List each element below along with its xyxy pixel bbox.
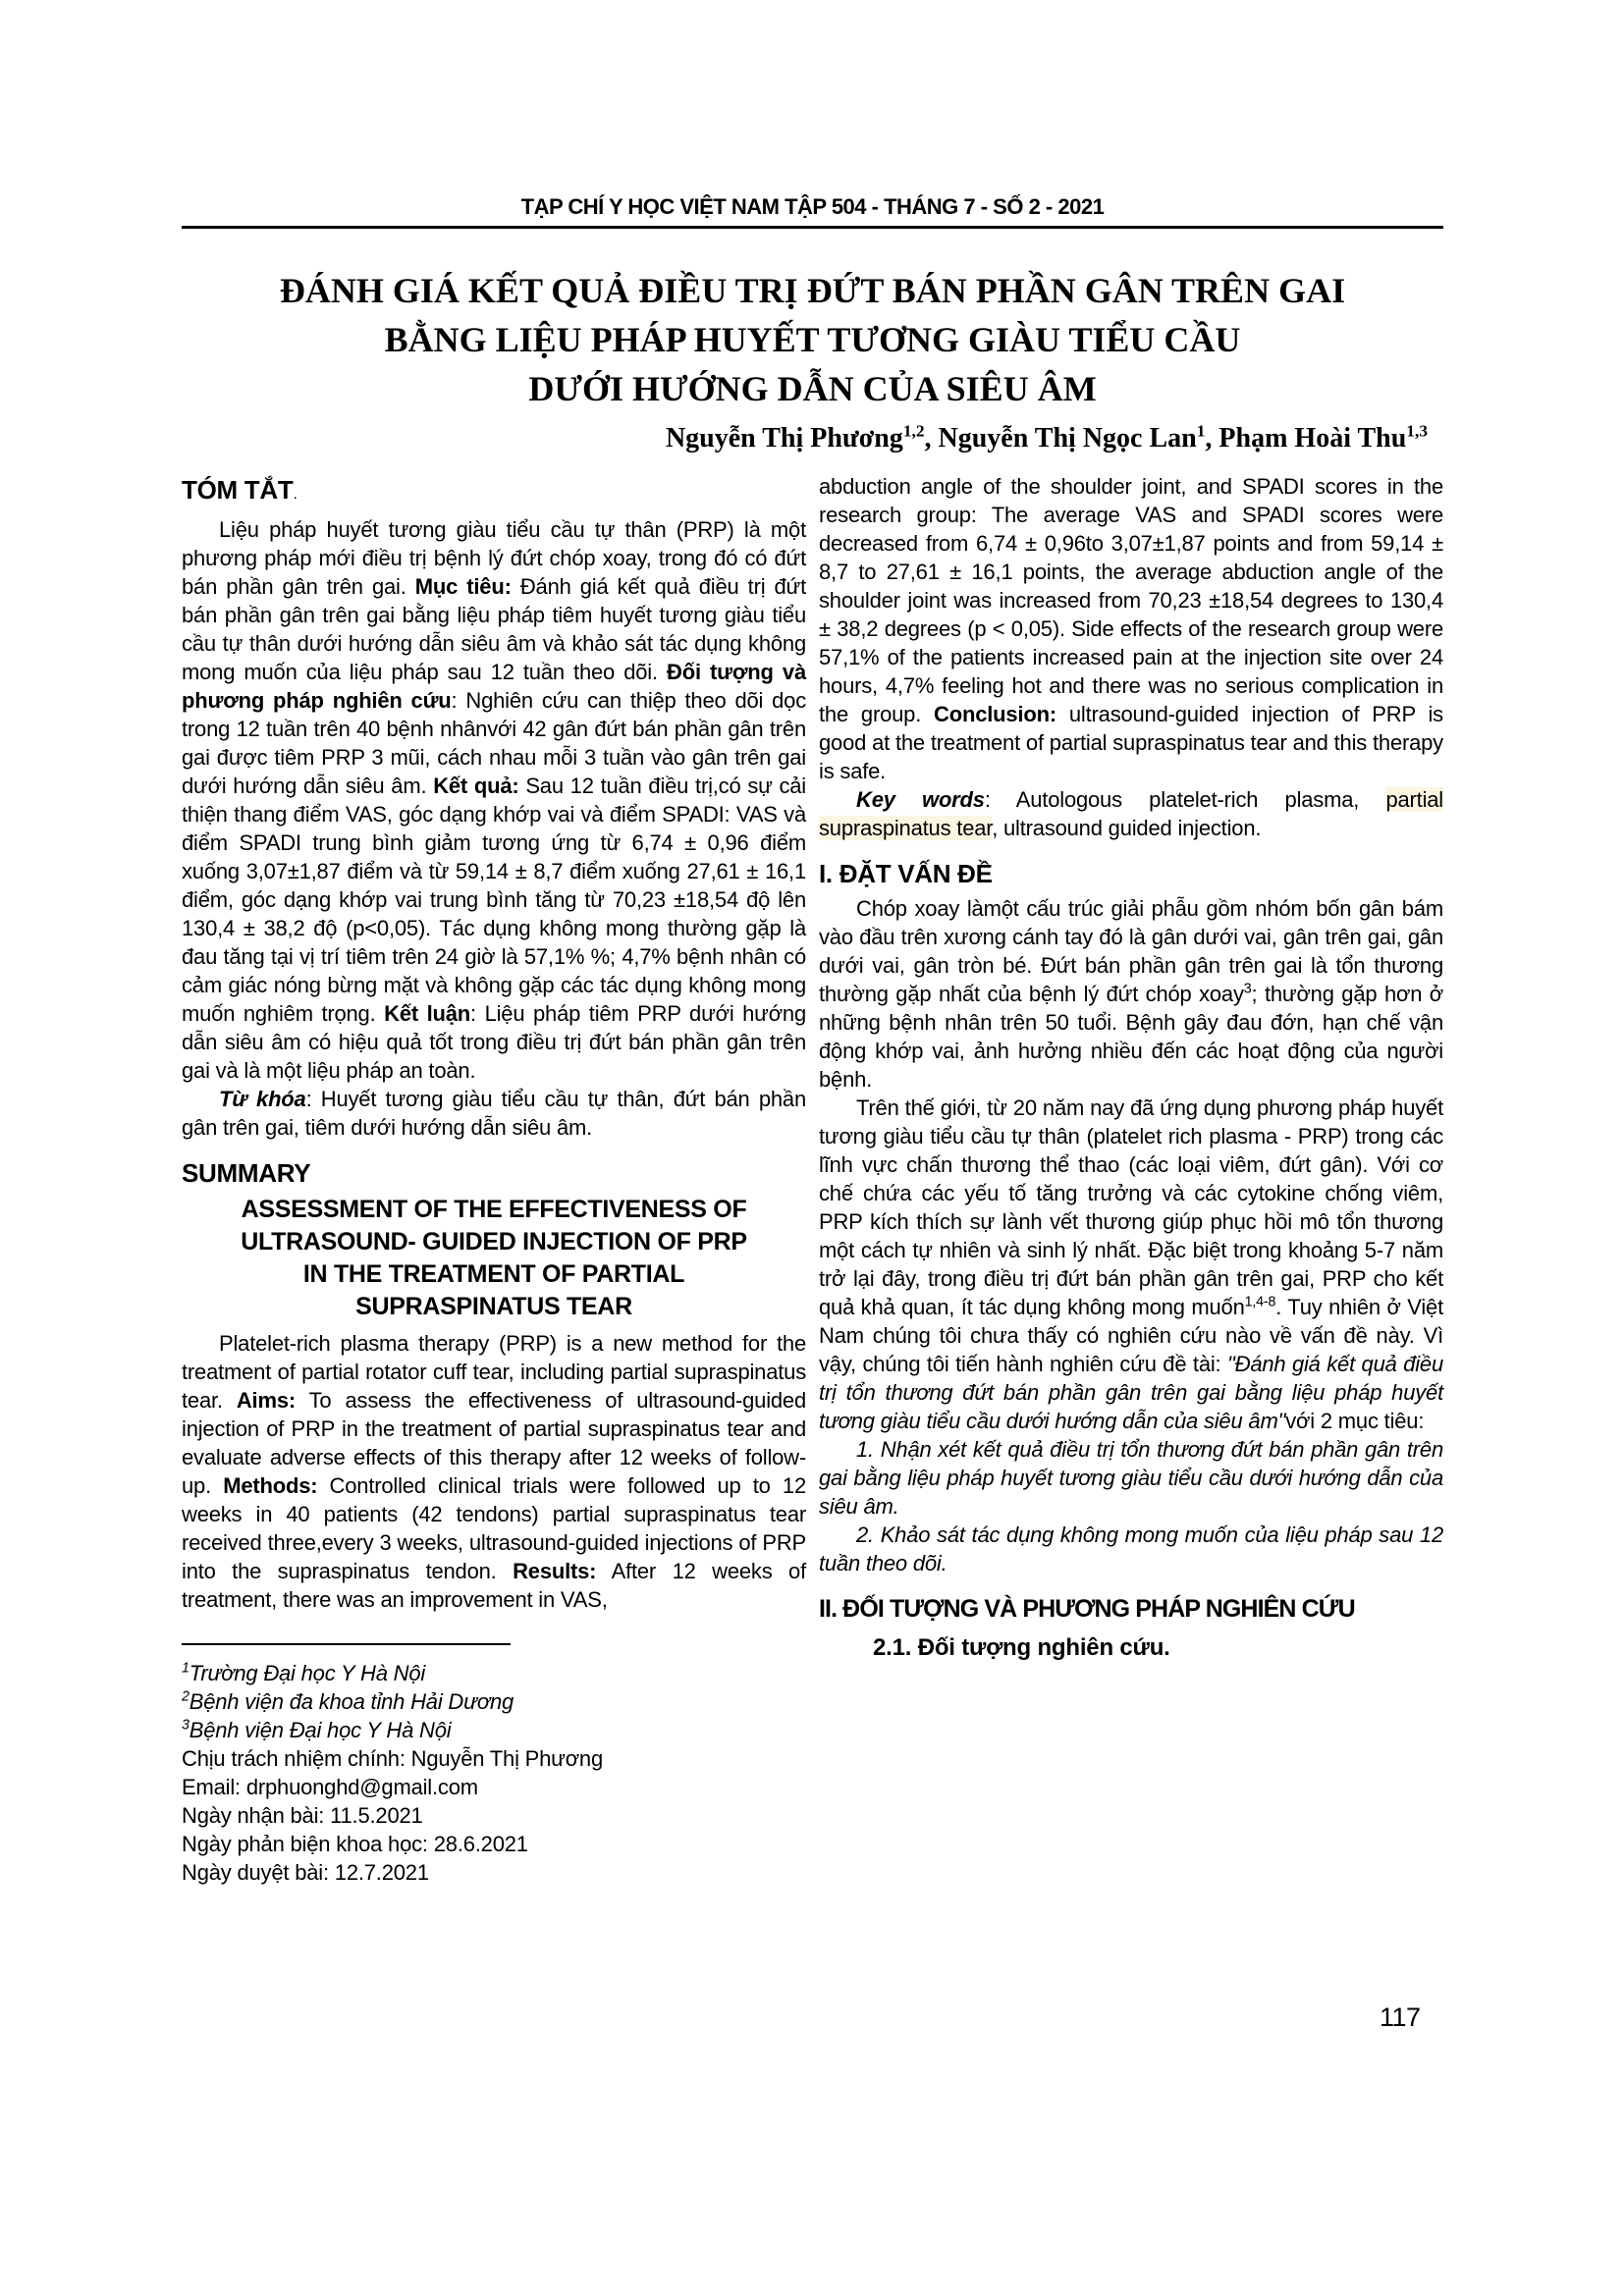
footnote-line <box>182 1801 806 1830</box>
paragraph <box>182 1085 806 1142</box>
content-area <box>182 0 1443 1887</box>
text-segment: Trên thế giới, từ 20 năm nay đã ứng dụng phương pháp huyết tương giàu tiểu cầu tự thân (platelet rich plasma - PRP) trong các lĩnh vực chấn thương thể thao (các loại viêm, đứt gân). Với cơ chế chứa các yếu tố tăng trưởng và các cytokine chống viêm, PRP kích thích sự lành vết thương giúp phục hồi mô tổn thương một cách tự nhiên và sinh lý nhất. Đặc biệt trong khoảng 5-7 năm trở lại đây, trong điều trị đứt bán phần gân trên gai, PRP cho kết quả khả quan, ít tác dụng không mong muốn <box>819 1095 1443 1319</box>
text-segment: : Liệu pháp tiêm PRP dưới hướng dẫn siêu âm có hiệu quả tốt trong điều trị đứt bán phần gân trên gai và là một liệu pháp an toàn. <box>182 1001 806 1083</box>
journal-header: TẠP CHÍ Y HỌC VIỆT NAM TẬP 504 - THÁNG 7 - SỐ 2 - 2021 <box>520 194 1105 219</box>
footnote-line <box>182 1659 806 1687</box>
text-segment: 1,4-8 <box>1244 1294 1276 1310</box>
authors-line <box>182 421 1443 456</box>
text-segment: Nguyễn Thị Phương <box>665 423 903 454</box>
section-heading <box>182 1157 806 1189</box>
left-column <box>182 472 806 1887</box>
text-segment: 1 <box>1196 421 1206 441</box>
text-segment: , <box>924 423 939 454</box>
header-divider <box>182 226 1443 229</box>
article-title <box>182 266 1443 413</box>
text-segment: Đối tượng và phương pháp nghiên cứu <box>182 660 806 713</box>
paragraph <box>819 1435 1443 1521</box>
text-segment: , ultrasound guided injection. <box>992 816 1262 840</box>
summary-title-line: ASSESSMENT OF THE EFFECTIVENESS OF <box>241 1196 747 1223</box>
text-segment: Conclusion: <box>934 702 1056 726</box>
text-segment: : Huyết tương giàu tiểu cầu tự thân, đứt bán phần gân trên gai, tiêm dưới hướng dẫn siêu âm. <box>182 1087 806 1140</box>
footnote-line <box>182 1858 806 1887</box>
text-segment: TÓM TẮT <box>182 475 294 505</box>
text-segment: Chịu trách nhiệm chính: Nguyễn Thị Phương <box>182 1746 604 1771</box>
text-segment: Nguyễn Thị Ngọc Lan <box>938 423 1197 454</box>
paragraph <box>819 894 1443 1094</box>
text-segment: Key words <box>856 787 985 812</box>
text-segment: : Autologous platelet-rich plasma, <box>984 787 1386 812</box>
text-segment: II. ĐỐI TƯỢNG VÀ PHƯƠNG PHÁP NGHIÊN CỨU <box>819 1595 1355 1623</box>
text-segment: Chóp xoay làmột cấu trúc giải phẫu gồm nhóm bốn gân bám vào đầu trên xương cánh tay đó là gân dưới vai, gân trên gai, gân dưới vai, gân tròn bé. Đứt bán phần gân trên gai là tổn thương thường gặp nhất của bệnh lý đứt chóp xoay <box>819 896 1443 1006</box>
text-segment: Liệu pháp huyết tương giàu tiểu cầu tự thân (PRP) là một phương pháp mới điều trị bệnh lý đứt chóp xoay, trong đó có đứt bán phần gân trên gai. <box>182 517 806 599</box>
footnote-divider <box>182 1643 511 1645</box>
text-segment: Kết luận <box>384 1001 471 1026</box>
text-segment: Trường Đại học Y Hà Nội <box>189 1661 426 1685</box>
columns-wrapper <box>182 472 1443 1887</box>
text-segment: . <box>293 486 298 503</box>
text-segment: Từ khóa <box>219 1087 306 1111</box>
footnote-line <box>182 1830 806 1858</box>
text-segment: Ngày nhận bài: 11.5.2021 <box>182 1803 423 1828</box>
text-segment: partial supraspinatus tear <box>819 787 1443 840</box>
summary-title-line: SUPRASPINATUS TEAR <box>355 1293 632 1320</box>
text-segment: 3 <box>1243 981 1252 997</box>
subsection-heading <box>819 1632 1443 1664</box>
paragraph <box>182 1329 806 1614</box>
section-heading <box>182 474 806 510</box>
text-segment: Controlled clinical trials were followed up to 12 weeks in 40 patients (42 tendons) partial supraspinatus tear received three,every 3 weeks, ultrasound-guided injections of PRP into the supraspinatus tendon. <box>182 1473 806 1583</box>
text-segment: Methods: <box>223 1473 318 1498</box>
text-segment: Ngày duyệt bài: 12.7.2021 <box>182 1860 429 1885</box>
text-segment: Email: drphuonghd@gmail.com <box>182 1775 478 1799</box>
text-segment: 3 <box>182 1717 189 1734</box>
text-segment: Aims: <box>236 1388 296 1413</box>
text-segment: Phạm Hoài Thu <box>1218 423 1407 454</box>
text-segment: Platelet-rich plasma therapy (PRP) is a new method for the treatment of partial rotator cuff tear, including partial supraspinatus tear. <box>182 1331 806 1413</box>
text-segment: Mục tiêu: <box>414 574 512 599</box>
paragraph <box>182 515 806 1085</box>
text-segment: Sau 12 tuần điều trị,có sự cải thiện thang điểm VAS, góc dạng khớp vai và điểm SPADI: VAS và điểm SPADI trung bình giảm tương ứng từ 6,74 ± 0,96 điểm xuống 3,07±1,87 điểm và từ 59,14 ± 8,7 điểm xuống 27,61 ± 16,1 điểm, góc dạng khớp vai trung bình tăng từ 70,23 ±18,54 độ lên 130,4 ± 38,2 độ (p<0,05). Tác dụng không mong thường gặp là đau tăng tại vị trí tiêm trên 24 giờ là 57,1% %; 4,7% bệnh nhân có cảm giác nóng bừng mặt và không gặp các tác dụng không mong muốn nghiêm trọng. <box>182 774 806 1026</box>
page-number: 117 <box>1380 2002 1421 2032</box>
right-column <box>819 472 1443 1664</box>
footnote-line <box>182 1773 806 1801</box>
text-segment: ; thường gặp hơn ở những bệnh nhân trên 50 tuổi. Bệnh gây đau đớn, hạn chế vận động khớp vai, ảnh hưởng nhiều đến các hoạt động của người bệnh. <box>819 982 1444 1092</box>
text-segment: 1,2 <box>902 421 925 441</box>
text-segment: 1 <box>182 1660 189 1677</box>
footnote-line <box>182 1687 806 1716</box>
text-segment: Bệnh viện Đại học Y Hà Nội <box>189 1718 452 1742</box>
section-heading <box>819 858 1443 889</box>
text-segment: I. ĐẶT VẤN ĐỀ <box>819 859 993 888</box>
text-segment: 2 <box>182 1688 189 1705</box>
text-segment: , <box>1205 423 1219 454</box>
summary-title-line: IN THE TREATMENT OF PARTIAL <box>302 1260 685 1288</box>
text-segment: ultrasound-guided injection of PRP is good at the treatment of partial supraspinatus tear and this therapy is safe. <box>819 702 1443 783</box>
title-line: BẰNG LIỆU PHÁP HUYẾT TƯƠNG GIÀU TIỂU CẦU <box>384 320 1241 359</box>
text-segment: : Nghiên cứu can thiệp theo dõi dọc trong 12 tuần trên 40 bệnh nhânvới 42 gân đứt bán phần gân trên gai được tiêm PRP 3 mũi, cách nhau mỗi 3 tuần vào gân trên gai dưới hướng dẫn siêu âm. <box>182 688 806 798</box>
text-segment: Results: <box>513 1559 597 1583</box>
text-segment: với 2 mục tiêu: <box>1285 1409 1425 1433</box>
text-segment: "Đánh giá kết quả điều trị tổn thương đứt bán phần gân trên gai bằng liệu pháp huyết tương giàu tiểu cầu dưới hướng dẫn của siêu âm" <box>819 1352 1443 1433</box>
summary-title-line: ULTRASOUND- GUIDED INJECTION OF PRP <box>241 1228 747 1255</box>
title-line: ĐÁNH GIÁ KẾT QUẢ ĐIỀU TRỊ ĐỨT BÁN PHẦN GÂN TRÊN GAI <box>279 271 1346 310</box>
paragraph <box>819 1521 1443 1577</box>
text-segment: Đánh giá kết quả điều trị đứt bán phần gân trên gai bằng liệu pháp tiêm huyết tương giàu tiểu cầu tự thân dưới hướng dẫn siêu âm và khảo sát tác dụng không mong muốn của liệu pháp sau 12 tuần theo dõi. <box>182 574 806 684</box>
text-segment: 1. Nhận xét kết quả điều trị tổn thương đứt bán phần gân trên gai bằng liệu pháp huyết tương giàu tiểu cầu dưới hướng dẫn của siêu âm. <box>819 1437 1443 1519</box>
text-segment: To assess the effectiveness of ultrasound-guided injection of PRP in the treatment of partial supraspinatus tear and evaluate adverse effects of this therapy after 12 weeks of follow-up. <box>182 1388 806 1498</box>
text-segment: 1,3 <box>1406 421 1428 441</box>
text-segment: abduction angle of the shoulder joint, and SPADI scores in the research group: The average VAS and SPADI scores were decreased from 6,74 ± 0,96to 3,07±1,87 points and from 59,14 ± 8,7 to 27,61 ± 16,1 points, the average abduction angle of the shoulder joint was increased from 70,23 ±18,54 degrees to 130,4 ± 38,2 degrees (p < 0,05). Side effects of the research group were 57,1% of the patients increased pain at the injection site over 24 hours, 4,7% feeling hot and there was no serious complication in the group. <box>819 474 1443 726</box>
paragraph <box>819 785 1443 842</box>
text-segment: After 12 weeks of treatment, there was an improvement in VAS, <box>182 1559 806 1612</box>
summary-title <box>182 1194 806 1323</box>
section-heading <box>819 1593 1443 1625</box>
footnote-line <box>182 1716 806 1744</box>
title-line: DƯỚI HƯỚNG DẪN CỦA SIÊU ÂM <box>528 369 1097 408</box>
text-segment: SUMMARY <box>182 1158 311 1188</box>
text-segment: Kết quả: <box>433 774 519 798</box>
text-segment: 2.1. Đối tượng nghiên cứu. <box>873 1634 1170 1661</box>
text-segment: Ngày phản biện khoa học: 28.6.2021 <box>182 1832 528 1856</box>
text-segment: 2. Khảo sát tác dụng không mong muốn của liệu pháp sau 12 tuần theo dõi. <box>819 1522 1443 1575</box>
paragraph <box>819 472 1443 785</box>
paragraph <box>819 1094 1443 1435</box>
footnote-line <box>182 1744 806 1773</box>
text-segment: . Tuy nhiên ở Việt Nam chúng tôi chưa thấy có nghiên cứu nào về vấn đề này. Vì vậy, chúng tôi tiến hành nghiên cứu đề tài: <box>819 1295 1443 1376</box>
text-segment: Bệnh viện đa khoa tỉnh Hải Dương <box>189 1689 514 1714</box>
